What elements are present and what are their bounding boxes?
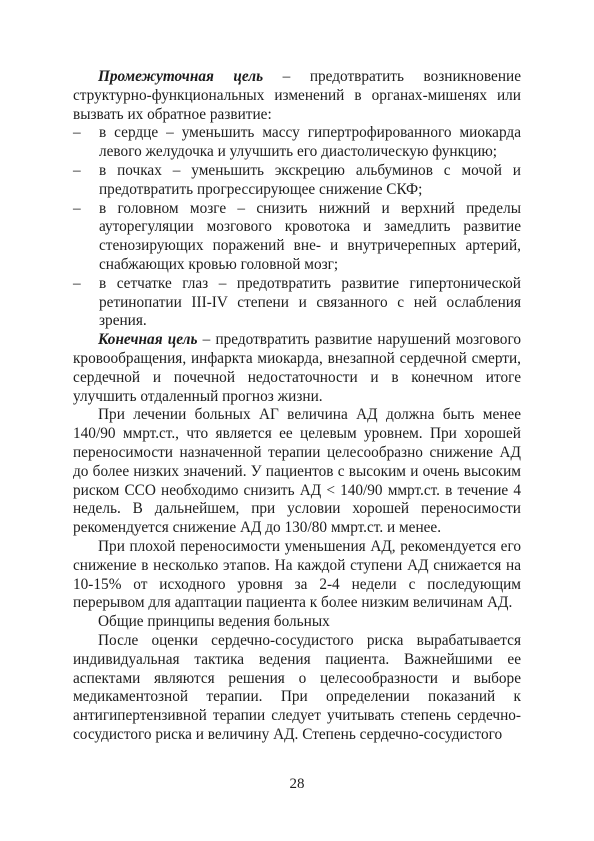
page-body	[73, 68, 521, 745]
list-item	[73, 124, 521, 162]
intermediate-goal-text: – предотвратить возникновение структурно-функциональных изменений в органах-мишенях или вызвать их обратное развитие:	[73, 68, 522, 123]
list-item	[73, 200, 521, 275]
intermediate-goal-paragraph	[73, 68, 521, 124]
intermediate-goal-term: Промежуточная цель	[98, 68, 264, 85]
list-item	[73, 275, 521, 331]
list-item	[73, 162, 521, 200]
dash-marker: –	[73, 161, 81, 179]
page-number: 28	[289, 776, 305, 792]
stepwise-reduction-paragraph: При плохой переносимости уменьшения АД, рекомендуется его снижение в несколько этапов. На каждой ступени АД снижается на 10-15% от исходного уровня за 2-4 недели с последующим перерывом для адаптации пациента к более низким величинам АД.	[73, 537, 521, 612]
final-goal-paragraph	[73, 331, 521, 406]
risk-tactics-paragraph: После оценки сердечно-сосудистого риска вырабатывается индивидуальная тактика ведения пациента. Важнейшими ее аспектами являются решения о целесообразности и выборе медикаментозной терапии. При определении показаний к антигипертензивной терапии следует учитывать степень сердечно-сосудистого риска и величину АД. Степень сердечно-сосудистого	[73, 631, 521, 743]
list-item-text: в сетчатке глаз – предотвратить развитие гипертонической ретинопатии III-IV степени и связанного с ней ослабления зрения.	[99, 274, 521, 330]
list-item-text: в почках – уменьшить экскрецию альбуминов с мочой и предотвратить прогрессирующее снижение СКФ;	[99, 161, 521, 198]
dash-marker: –	[73, 274, 81, 292]
final-goal-text: – предотвратить развитие нарушений мозгового кровообращения, инфаркта миокарда, внезапной сердечной смерти, сердечной и почечной недостаточности и в конечном итоге улучшить отдаленный прогноз жизни.	[73, 331, 521, 405]
dash-marker: –	[73, 124, 81, 142]
list-item-text: в головном мозге – снизить нижний и верхний пределы ауторегуляции мозгового кровотока и замедлить развитие стенозирующих поражений вне- и внутричерепных артерий, снабжающих кровью головной мозг;	[99, 199, 521, 273]
dash-marker: –	[73, 199, 81, 217]
section-heading: Общие принципы ведения больных	[98, 613, 330, 631]
list-item-text: в сердце – уменьшить массу гипертрофированного миокарда левого желудочка и улучшить его диастолическую функцию;	[99, 124, 521, 161]
target-bp-paragraph: При лечении больных АГ величина АД должна быть менее 140/90 ммрт.ст., что является ее целевым уровнем. При хорошей переносимости назначенной терапии целесообразно снижение АД до более низких значений. У пациентов с высоким и очень высоким риском ССО необходимо снизить АД < 140/90 ммрт.ст. в течение 4 недель. В дальнейшем, при условии хорошей переносимости рекомендуется снижение АД до 130/80 ммрт.ст. и менее.	[73, 406, 521, 537]
final-goal-term: Конечная цель	[98, 331, 198, 349]
target-organ-list	[73, 124, 521, 331]
